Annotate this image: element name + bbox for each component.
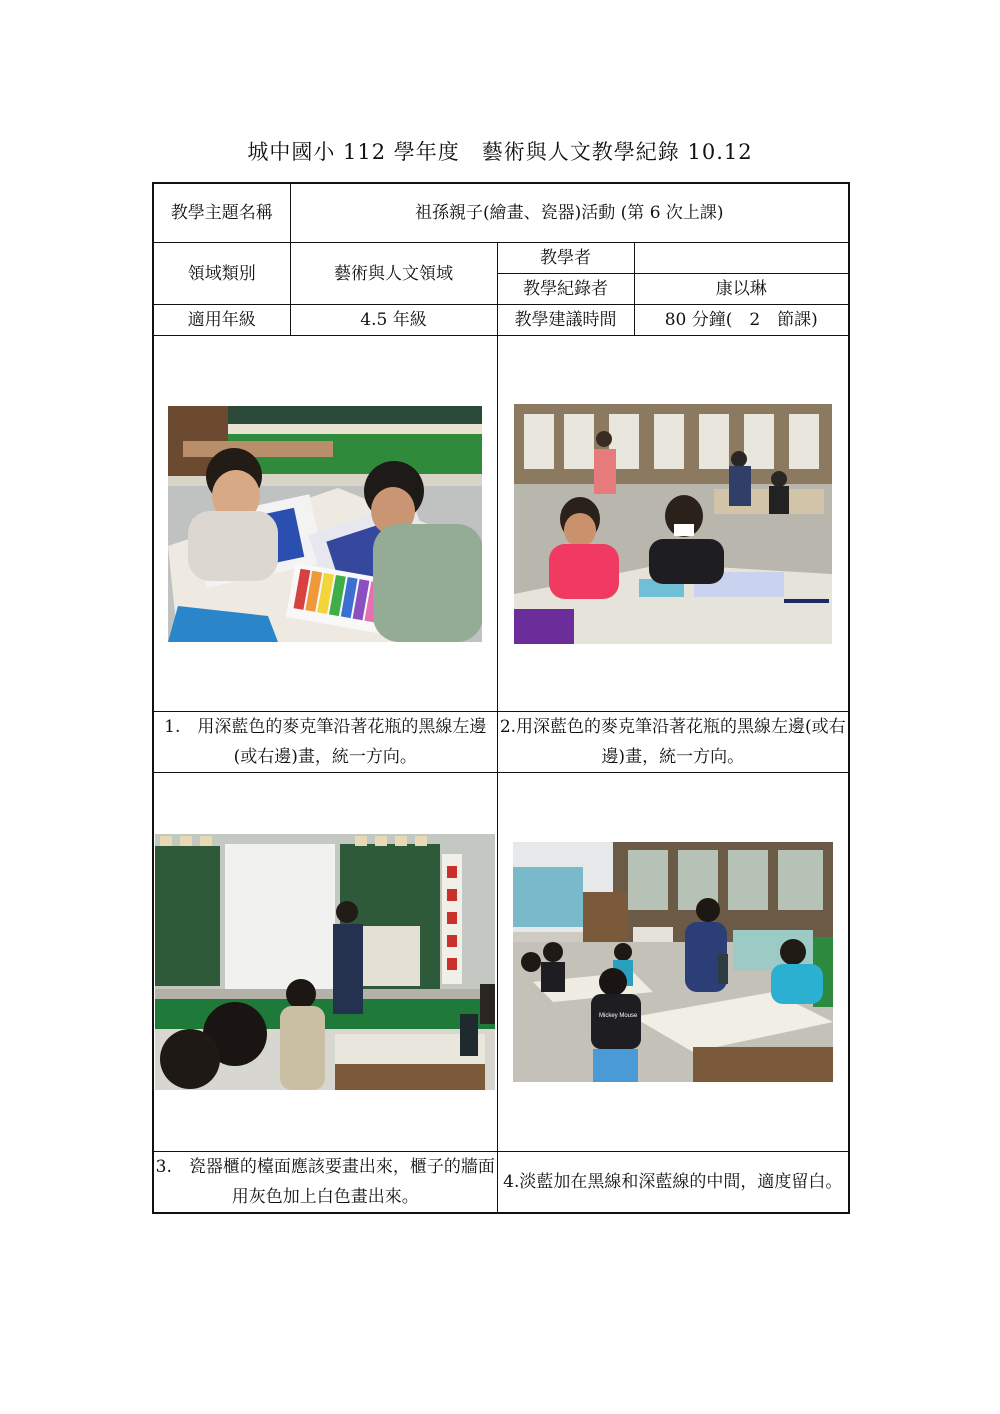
photo-cell-1 [153,336,497,712]
photo-2 [514,404,832,644]
topic-value: 祖孫親子(繪畫、瓷器)活動 (第 6 次上課) [290,183,849,243]
teaching-record-table [152,182,850,1214]
grade-value: 4.5 年級 [290,305,497,336]
photo-cell-3 [153,773,497,1152]
photo-4 [513,842,833,1082]
domain-label: 領域類別 [153,243,290,305]
topic-label: 教學主題名稱 [153,183,290,243]
recorder-value: 康以琳 [634,274,849,305]
grade-label: 適用年級 [153,305,290,336]
caption-3: 3. 瓷器櫃的檯面應該要畫出來，櫃子的牆面用灰色加上白色畫出來。 [153,1152,497,1214]
teacher-label: 教學者 [497,243,634,274]
domain-value: 藝術與人文領域 [290,243,497,305]
photo-cell-2 [497,336,849,712]
teacher-value [634,243,849,274]
caption-2: 2.用深藍色的麥克筆沿著花瓶的黑線左邊(或右邊)畫，統一方向。 [497,712,849,773]
page-title: 城中國小 112 學年度 藝術與人文教學紀錄 10.12 [247,140,753,164]
photo-3 [155,834,495,1090]
recorder-label: 教學紀錄者 [497,274,634,305]
photo-4-shirt-text: Mickey Mouse [598,1013,638,1019]
caption-4: 4.淡藍加在黑線和深藍線的中間，適度留白。 [497,1152,849,1214]
caption-1: 1. 用深藍色的麥克筆沿著花瓶的黑線左邊(或右邊)畫，統一方向。 [153,712,497,773]
time-label: 教學建議時間 [497,305,634,336]
time-value: 80 分鐘( 2 節課) [634,305,849,336]
photo-1 [168,406,482,642]
photo-cell-4 [497,773,849,1152]
